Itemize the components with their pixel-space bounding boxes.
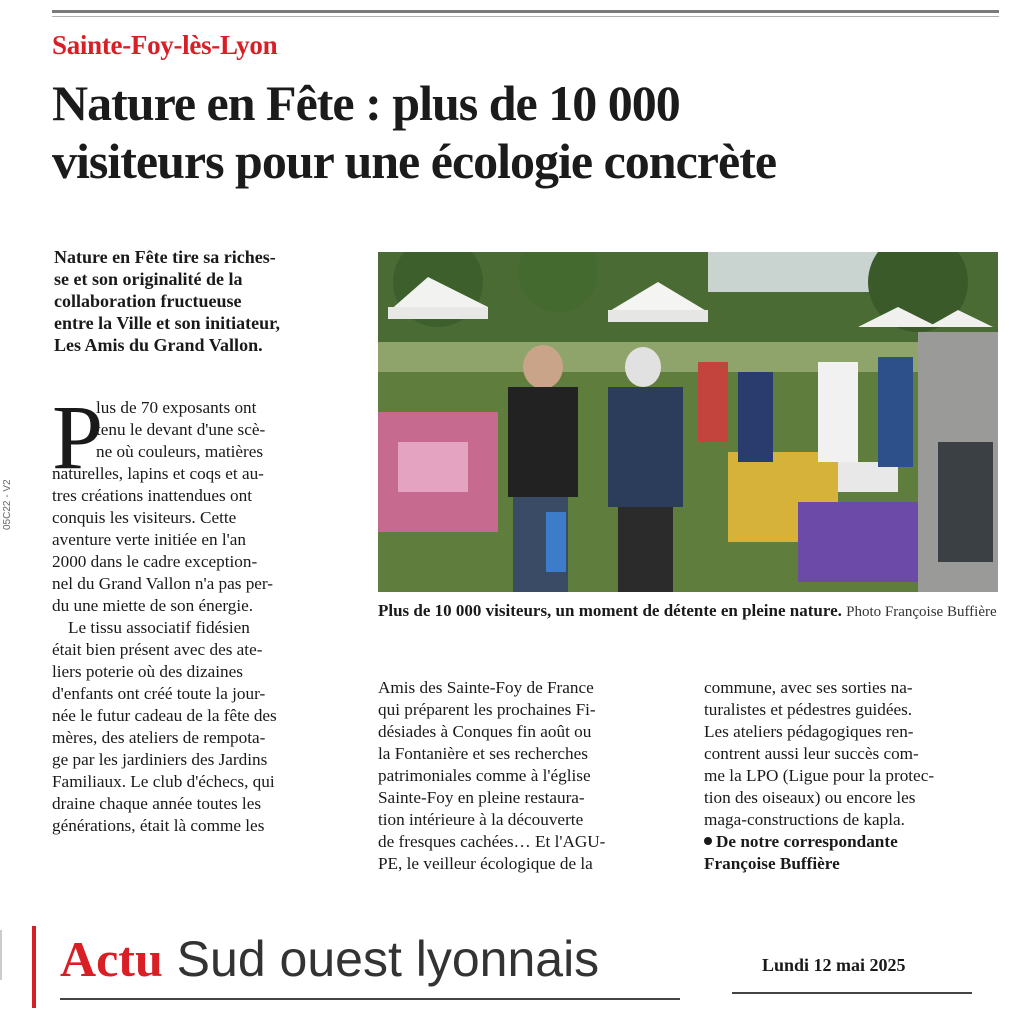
text-line: de fresques cachées… Et l'AGU- — [378, 832, 606, 851]
text-line: contrent aussi leur succès com- — [704, 744, 919, 763]
lede-line: entre la Ville et son initiateur, — [54, 313, 280, 333]
kicker-location: Sainte-Foy-lès-Lyon — [52, 30, 278, 60]
text-line: Sainte-Foy en pleine restaura- — [378, 788, 585, 807]
issue-date: Lundi 12 mai 2025 — [762, 955, 906, 975]
text-line: me la LPO (Ligue pour la protec- — [704, 766, 935, 785]
photo-caption — [378, 600, 998, 623]
text-line: aventure verte initiée en l'an — [52, 530, 246, 549]
article-column-2 — [378, 677, 674, 875]
lede-line: Nature en Fête tire sa riches- — [54, 247, 276, 267]
photo-market-crowd — [378, 252, 998, 592]
signature-role: De notre correspondante — [716, 832, 898, 851]
photo-illustration — [378, 252, 998, 592]
article-column-1 — [52, 397, 352, 837]
section-title — [60, 924, 599, 994]
text-line: d'enfants ont créé toute la jour- — [52, 684, 266, 703]
text-line: liers poterie où des dizaines — [52, 662, 243, 681]
text-line: tres créations inattendues ont — [52, 486, 252, 505]
text-line: la Fontanière et ses recherches — [378, 744, 588, 763]
top-rule-thin — [52, 16, 999, 17]
text-line: ne où couleurs, matières — [96, 442, 264, 461]
text-line: ge par les jardiniers des Jardins — [52, 750, 268, 769]
text-line: Amis des Sainte-Foy de France — [378, 678, 594, 697]
headline — [52, 74, 1002, 190]
photo-credit: Photo Françoise Buffière — [846, 604, 997, 620]
caption-text: Plus de 10 000 visiteurs, un moment de détente en pleine nature. — [378, 601, 842, 620]
text-line: du une miette de son énergie. — [52, 596, 254, 615]
lede-line: se et son originalité de la — [54, 269, 243, 289]
text-line: conquis les visiteurs. Cette — [52, 508, 237, 527]
text-line: PE, le veilleur écologique de la — [378, 854, 593, 873]
bullet-icon — [704, 837, 712, 845]
text-line: naturelles, lapins et coqs et au- — [52, 464, 264, 483]
text-line: mères, des ateliers de rempota- — [52, 728, 266, 747]
text-line: lus de 70 exposants ont — [96, 398, 257, 417]
text-line: patrimoniales comme à l'église — [378, 766, 591, 785]
footer-rule — [60, 998, 680, 1000]
text-line: désiades à Conques fin août ou — [378, 722, 592, 741]
top-rule — [52, 10, 999, 13]
section-accent-bar — [32, 926, 36, 1008]
text-line: tion intérieure à la découverte — [378, 810, 584, 829]
dropcap: P — [52, 386, 104, 488]
headline-line-1: Nature en Fête : plus de 10 000 — [52, 75, 680, 131]
lede — [54, 246, 352, 356]
signature-line-2: Françoise Buffière — [704, 854, 840, 873]
lede-line: Les Amis du Grand Vallon. — [54, 335, 263, 355]
lede-line: collaboration fructueuse — [54, 291, 242, 311]
footer-margin-mark — [0, 930, 2, 980]
text-line: était bien présent avec des ate- — [52, 640, 263, 659]
side-code: 05C22 - V2 — [2, 479, 13, 530]
signature-line-1 — [704, 831, 1000, 853]
headline-line-2: visiteurs pour une écologie concrète — [52, 133, 777, 189]
text-line: maga-constructions de kapla. — [704, 810, 905, 829]
text-line: 2000 dans le cadre exception- — [52, 552, 258, 571]
text-line: qui préparent les prochaines Fi- — [378, 700, 596, 719]
text-line: commune, avec ses sorties na- — [704, 678, 913, 697]
article-column-3 — [704, 677, 1000, 875]
text-line: Le tissu associatif fidésien — [68, 618, 250, 637]
text-line: tion des oiseaux) ou encore les — [704, 788, 916, 807]
region-name: Sud ouest lyonnais — [176, 931, 600, 987]
text-line: tenu le devant d'une scè- — [96, 420, 266, 439]
date-rule — [732, 992, 972, 994]
text-line: générations, était là comme les — [52, 816, 265, 835]
text-line: nel du Grand Vallon n'a pas per- — [52, 574, 274, 593]
text-line: draine chaque année toutes les — [52, 794, 262, 813]
text-line: Les ateliers pédagogiques ren- — [704, 722, 914, 741]
text-line: Familiaux. Le club d'échecs, qui — [52, 772, 275, 791]
section-name: Actu — [60, 931, 163, 987]
text-line: turalistes et pédestres guidées. — [704, 700, 913, 719]
text-line: née le futur cadeau de la fête des — [52, 706, 277, 725]
